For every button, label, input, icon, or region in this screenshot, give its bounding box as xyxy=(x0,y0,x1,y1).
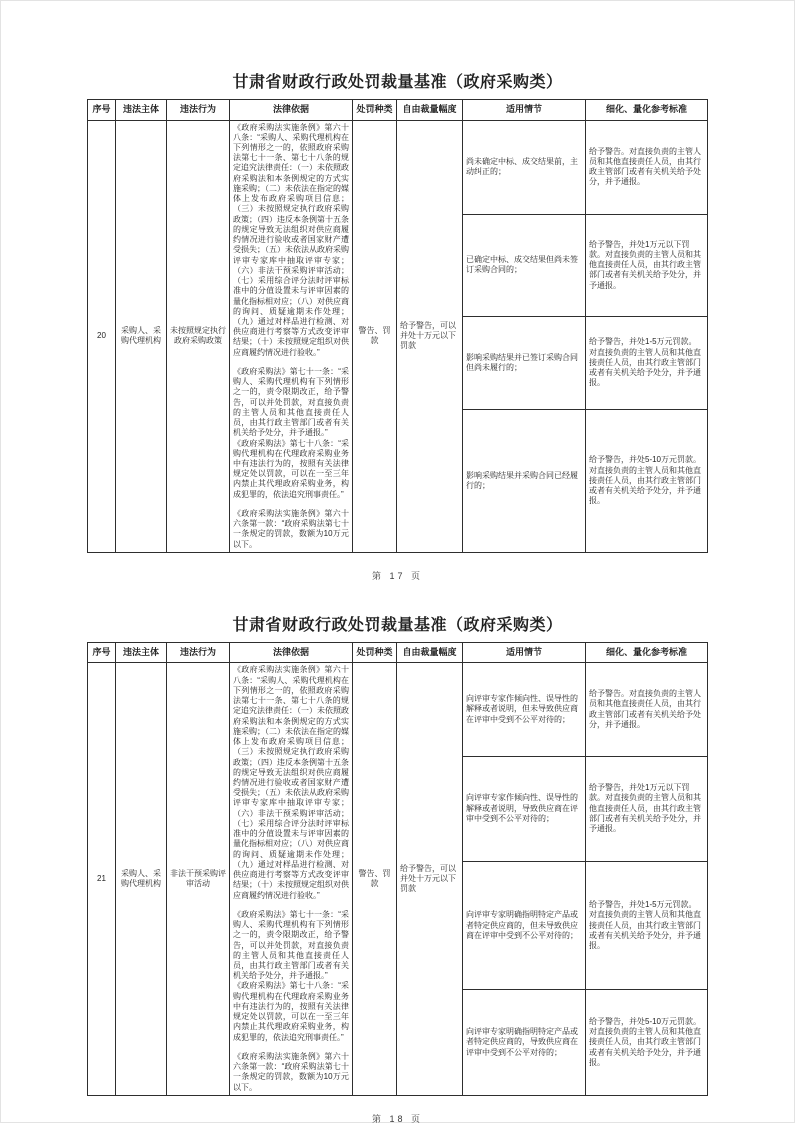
standard-cell: 给予警告，并处1万元以下罚款。对直接负责的主管人员和其他直接责任人员，由其行政主管部门或者有关机关给予处分，并予通报。 xyxy=(586,214,708,316)
column-header-legal-basis: 法律依据 xyxy=(230,642,353,663)
table-header-row xyxy=(88,100,708,121)
penalty-type-cell: 警告、罚款 xyxy=(353,663,397,1095)
legal-paragraph: 《政府采购法》第七十八条：“采购代理机构在代理政府采购业务中有违法行为的，按照有关法律规定处以罚款，可以在一至三年内禁止其代理政府采购业务，构成犯罪的，依法追究刑事责任。” xyxy=(233,438,349,499)
legal-paragraph: 《政府采购法实施条例》第六十六条第一款：“政府采购法第七十一条规定的罚款，数额为10万元以下。 xyxy=(233,508,349,549)
situation-cell: 向评审专家作倾向性、误导性的解释或者说明，但未导致供应商在评审中受到不公平对待的； xyxy=(463,663,586,756)
page-number: 第 18 页 xyxy=(371,1113,423,1124)
subject-cell: 采购人、采购代理机构 xyxy=(116,120,167,552)
behavior-cell: 未按照规定执行政府采购政策 xyxy=(167,120,230,552)
standard-cell: 给予警告，并处1-5万元罚款。对直接负责的主管人员和其他直接责任人员，由其行政主管部门或者有关机关给予处分，并予通报。 xyxy=(586,317,708,410)
penalty-type-cell: 警告、罚款 xyxy=(353,120,397,552)
table-header-row xyxy=(88,642,708,663)
column-header-penalty-type: 处罚种类 xyxy=(353,100,397,121)
legal-basis-cell xyxy=(230,663,353,1095)
standard-cell: 给予警告。对直接负责的主管人员和其他直接责任人员，由其行政主管部门或者有关机关给予处分，并予通报。 xyxy=(586,663,708,756)
column-header-standard: 细化、量化参考标准 xyxy=(586,642,708,663)
situation-cell: 尚未确定中标、成交结果前，主动纠正的； xyxy=(463,120,586,214)
standard-cell: 给予警告，并处5-10万元罚款。对直接负责的主管人员和其他直接责任人员，由其行政主管部门或者有关机关给予处分，并予通报。 xyxy=(586,990,708,1095)
column-header-seq: 序号 xyxy=(88,100,116,121)
page-number: 第 17 页 xyxy=(371,570,423,581)
seq-cell: 21 xyxy=(88,663,116,1095)
behavior-cell: 非法干预采购评审活动 xyxy=(167,663,230,1095)
column-header-discretion-range: 自由裁量幅度 xyxy=(397,642,463,663)
document-title: 甘肃省财政行政处罚裁量基准（政府采购类） xyxy=(232,616,563,634)
penalty-standards-table xyxy=(87,99,708,553)
legal-paragraph: 《政府采购法》第七十一条：“采购人、采购代理机构有下列情形之一的，责令限期改正，给予警告，可以并处罚款，对直接负责的主管人员和其他直接责任人员，由其行政主管部门或者有关机关给予处分，并予通报。” xyxy=(233,366,349,438)
penalty-standards-table xyxy=(87,642,708,1096)
page-18-section xyxy=(1,612,794,1125)
subject-cell: 采购人、采购代理机构 xyxy=(116,663,167,1095)
standard-cell: 给予警告。对直接负责的主管人员和其他直接责任人员，由其行政主管部门或者有关机关给予处分，并予通报。 xyxy=(586,120,708,214)
column-header-situation: 适用情节 xyxy=(463,642,586,663)
standard-cell: 给予警告，并处5-10万元罚款。对直接负责的主管人员和其他直接责任人员，由其行政主管部门或者有关机关给予处分，并予通报。 xyxy=(586,409,708,552)
legal-paragraph: 《政府采购法实施条例》第六十六条第一款：“政府采购法第七十一条规定的罚款，数额为10万元以下。 xyxy=(233,1051,349,1092)
column-header-penalty-type: 处罚种类 xyxy=(353,642,397,663)
column-header-subject: 违法主体 xyxy=(116,100,167,121)
standard-cell: 给予警告，并处1-5万元罚款。对直接负责的主管人员和其他直接责任人员，由其行政主管部门或者有关机关给予处分，并予通报。 xyxy=(586,862,708,990)
discretion-range-cell: 给予警告，可以并处十万元以下罚款 xyxy=(397,663,463,1095)
document-title: 甘肃省财政行政处罚裁量基准（政府采购类） xyxy=(232,74,563,91)
situation-cell: 已确定中标、成交结果但尚未签订采购合同的； xyxy=(463,214,586,316)
page-17-section xyxy=(1,1,794,582)
column-header-standard: 细化、量化参考标准 xyxy=(586,100,708,121)
legal-paragraph: 《政府采购法》第七十一条：“采购人、采购代理机构有下列情形之一的，责令限期改正，给予警告，可以并处罚款，对直接负责的主管人员和其他直接责任人员，由其行政主管部门或者有关机关给予处分，并予通报。” xyxy=(233,909,349,981)
situation-cell: 影响采购结果并已签订采购合同但尚未履行的； xyxy=(463,317,586,410)
legal-paragraph: 《政府采购法》第七十八条：“采购代理机构在代理政府采购业务中有违法行为的，按照有关法律规定处以罚款，可以在一至三年内禁止其代理政府采购业务，构成犯罪的，依法追究刑事责任。” xyxy=(233,981,349,1042)
column-header-subject: 违法主体 xyxy=(116,642,167,663)
situation-cell: 向评审专家明确指明特定产品或者特定供应商的，但未导致供应商在评审中受到不公平对待的； xyxy=(463,862,586,990)
situation-cell: 向评审专家明确指明特定产品或者特定供应商的，导致供应商在评审中受到不公平对待的； xyxy=(463,990,586,1095)
column-header-legal-basis: 法律依据 xyxy=(230,100,353,121)
column-header-situation: 适用情节 xyxy=(463,100,586,121)
standard-cell: 给予警告，并处1万元以下罚款。对直接负责的主管人员和其他直接责任人员，由其行政主管部门或者有关机关给予处分，并予通报。 xyxy=(586,756,708,861)
column-header-behavior: 违法行为 xyxy=(167,100,230,121)
situation-cell: 向评审专家作倾向性、误导性的解释或者说明，导致供应商在评审中受到不公平对待的； xyxy=(463,756,586,861)
legal-paragraph: 《政府采购法实施条例》第六十八条：“采购人、采购代理机构在下列情形之一的，依照政府采购法第七十一条、第七十八条的规定追究法律责任：（一）未依照政府采购法和本条例规定的方式实施采购；（二）未依法在指定的媒体上发布政府采购项目信息；（三）未按照规定执行政府采购政策；（四）违反本条例第十五条的规定导致无法组织对供应商履约情况进行验收或者国家财产遭受损失；（五）未依法从政府采购评审专家库中抽取评审专家；（六）非法干预采购评审活动；（七）采用综合评分法时评审标准中的分值设置未与评审因素的量化指标相对应；（八）对供应商的询问、质疑逾期未作处理；（九）通过对样品进行检测、对供应商进行考察等方式改变评审结果；（十）未按照规定组织对供应商履约情况进行验收。” xyxy=(233,122,349,357)
column-header-discretion-range: 自由裁量幅度 xyxy=(397,100,463,121)
column-header-seq: 序号 xyxy=(88,642,116,663)
legal-basis-cell xyxy=(230,120,353,552)
legal-paragraph: 《政府采购法实施条例》第六十八条：“采购人、采购代理机构在下列情形之一的，依照政府采购法第七十一条、第七十八条的规定追究法律责任：（一）未依照政府采购法和本条例规定的方式实施采购；（二）未依法在指定的媒体上发布政府采购项目信息；（三）未按照规定执行政府采购政策；（四）违反本条例第十五条的规定导致无法组织对供应商履约情况进行验收或者国家财产遭受损失；（五）未依法从政府采购评审专家库中抽取评审专家；（六）非法干预采购评审活动；（七）采用综合评分法时评审标准中的分值设置未与评审因素的量化指标相对应；（八）对供应商的询问、质疑逾期未作处理；（九）通过对样品进行检测、对供应商进行考察等方式改变评审结果；（十）未按照规定组织对供应商履约情况进行验收。” xyxy=(233,665,349,900)
table-row xyxy=(88,120,708,214)
table-row xyxy=(88,663,708,756)
column-header-behavior: 违法行为 xyxy=(167,642,230,663)
situation-cell: 影响采购结果并采购合同已经履行的； xyxy=(463,409,586,552)
seq-cell: 20 xyxy=(88,120,116,552)
discretion-range-cell: 给予警告，可以并处十万元以下罚款 xyxy=(397,120,463,552)
